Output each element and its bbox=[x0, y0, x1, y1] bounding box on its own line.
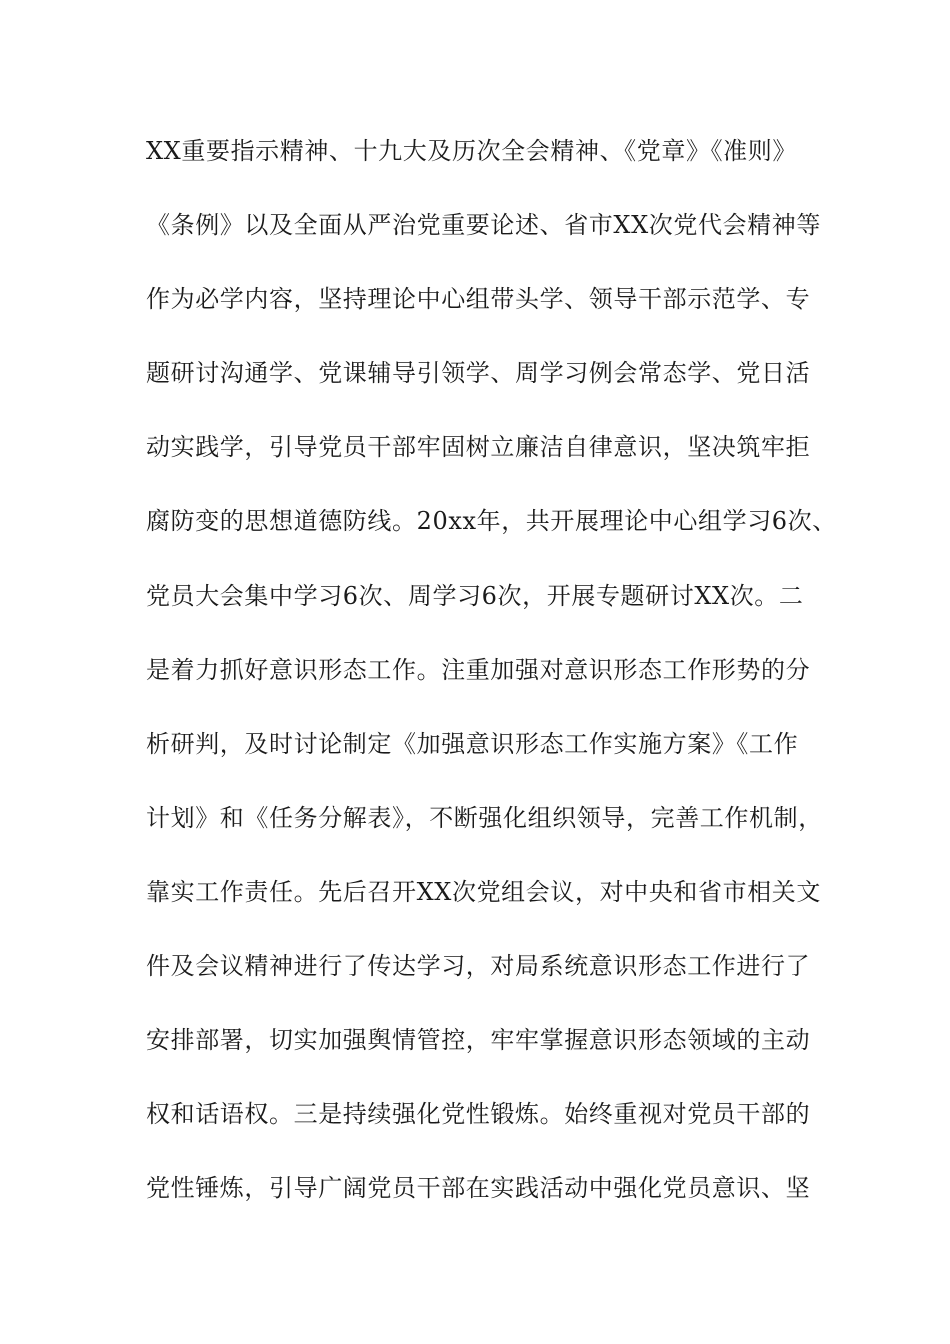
text-line: 作为必学内容，坚持理论中心组带头学、领导干部示范学、专 bbox=[146, 285, 811, 314]
body-paragraph bbox=[146, 127, 836, 1238]
text-line: 计划》和《任务分解表》，不断强化组织领导，完善工作机制， bbox=[146, 803, 823, 832]
text-line: 件及会议精神进行了传达学习，对局系统意识形态工作进行了 bbox=[146, 952, 811, 981]
text-line: 题研讨沟通学、党课辅导引领学、周学习例会常态学、党日活 bbox=[146, 359, 811, 388]
text-line: 党员大会集中学习6次、周学习6次，开展专题研讨XX次。二 bbox=[146, 581, 804, 610]
text-line: 是着力抓好意识形态工作。注重加强对意识形态工作形势的分 bbox=[146, 655, 811, 684]
text-line: XX重要指示精神、十九大及历次全会精神、《党章》《准则》 bbox=[146, 137, 797, 165]
text-line: 动实践学，引导党员干部牢固树立廉洁自律意识，坚决筑牢拒 bbox=[146, 433, 811, 462]
text-line: 权和话语权。三是持续强化党性锻炼。始终重视对党员干部的 bbox=[146, 1100, 811, 1129]
text-line: 《条例》以及全面从严治党重要论述、省市XX次党代会精神等 bbox=[146, 211, 821, 240]
text-line: 靠实工作责任。先后召开XX次党组会议，对中央和省市相关文 bbox=[146, 877, 821, 906]
text-line: 党性锤炼，引导广阔党员干部在实践活动中强化党员意识、坚 bbox=[146, 1174, 811, 1203]
text-line: 析研判，及时讨论制定《加强意识形态工作实施方案》《工作 bbox=[146, 729, 799, 758]
text-line: 安排部署，切实加强舆情管控，牢牢掌握意识形态领域的主动 bbox=[146, 1026, 811, 1055]
text-line: 腐防变的思想道德防线。20xx年，共开展理论中心组学习6次、 bbox=[146, 507, 837, 536]
